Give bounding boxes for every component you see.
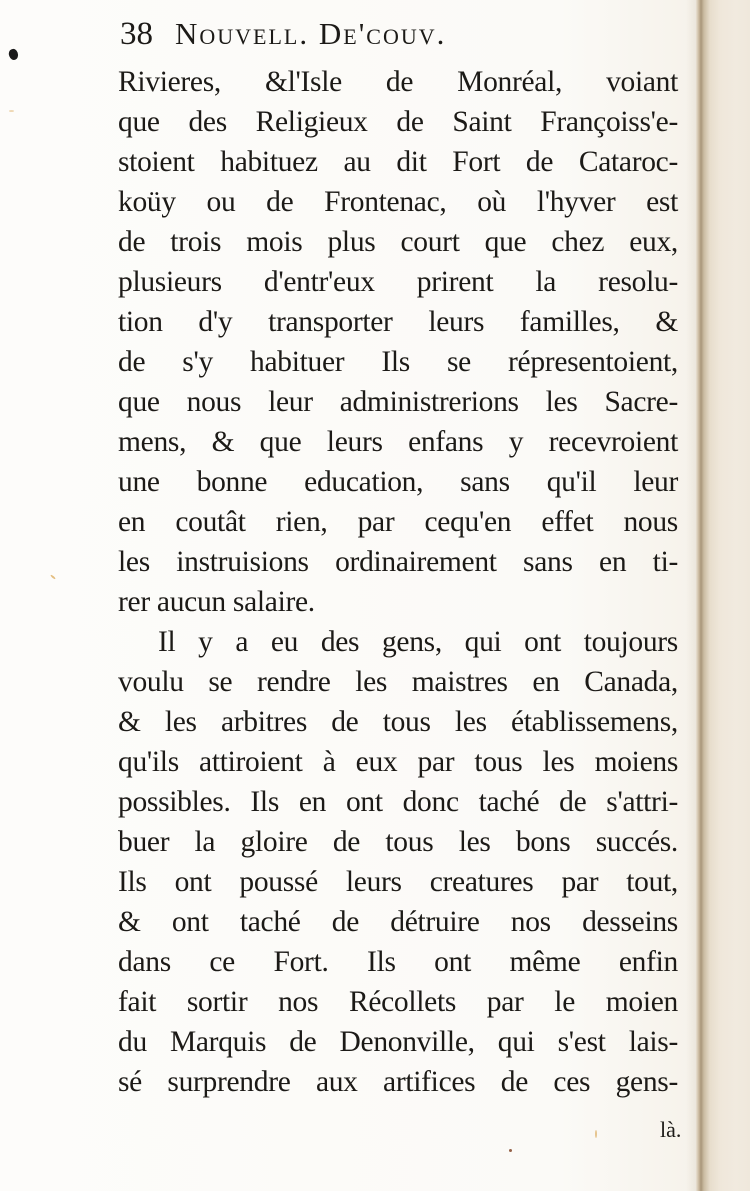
text-line: & les arbitres de tous les établissemens, bbox=[118, 706, 678, 738]
text-line: du Marquis de Denonville, qui s'est lais- bbox=[118, 1026, 678, 1058]
page-number: 38 bbox=[120, 16, 153, 52]
running-title: Nouvell. De'couv. bbox=[175, 16, 447, 51]
text-line: tion d'y transporter leurs familles, & bbox=[118, 306, 678, 338]
text-line: dans ce Fort. Ils ont même enfin bbox=[118, 946, 678, 978]
text-line: plusieurs d'entr'eux prirent la resolu- bbox=[118, 266, 678, 298]
text-line: & ont taché de détruire nos desseins bbox=[118, 906, 678, 938]
text-line: Rivieres, &l'Isle de Monréal, voiant bbox=[118, 66, 678, 98]
text-line: possibles. Ils en ont donc taché de s'attri- bbox=[118, 786, 678, 818]
text-line: que nous leur administrerions les Sacre- bbox=[118, 386, 678, 418]
text-line: de s'y habituer Ils se répresentoient, bbox=[118, 346, 678, 378]
text-line: en coutât rien, par cequ'en effet nous bbox=[118, 506, 678, 538]
binding-gutter bbox=[696, 0, 750, 1191]
catchword: là. bbox=[660, 1117, 682, 1142]
text-line: une bonne education, sans qu'il leur bbox=[118, 466, 678, 498]
text-line: buer la gloire de tous les bons succés. bbox=[118, 826, 678, 858]
text-line: Ils ont poussé leurs creatures par tout, bbox=[118, 866, 678, 898]
text-line: mens, & que leurs enfans y recevroient bbox=[118, 426, 678, 458]
text-line: fait sortir nos Récollets par le moien bbox=[118, 986, 678, 1018]
text-line: de trois mois plus court que chez eux, bbox=[118, 226, 678, 258]
paragraph-start-line: Il y a eu des gens, qui ont toujours bbox=[158, 626, 678, 658]
text-line: que des Religieux de Saint Françoiss'e- bbox=[118, 106, 678, 138]
paper-speck bbox=[595, 1130, 597, 1138]
running-header bbox=[120, 16, 446, 60]
text-line: voulu se rendre les maistres en Canada, bbox=[118, 666, 678, 698]
paper-speck bbox=[9, 110, 14, 112]
body-text bbox=[118, 62, 678, 1102]
text-line: sé surprendre aux artifices de ces gens- bbox=[118, 1066, 678, 1098]
paragraph-end-line: rer aucun salaire. bbox=[118, 586, 315, 618]
text-line: koüy ou de Frontenac, où l'hyver est bbox=[118, 186, 678, 218]
text-line: stoient habituez au dit Fort de Cataroc- bbox=[118, 146, 678, 178]
text-line: les instruisions ordinairement sans en ti- bbox=[118, 546, 678, 578]
paper-speck bbox=[509, 1149, 512, 1152]
text-line: qu'ils attiroient à eux par tous les moiens bbox=[118, 746, 678, 778]
